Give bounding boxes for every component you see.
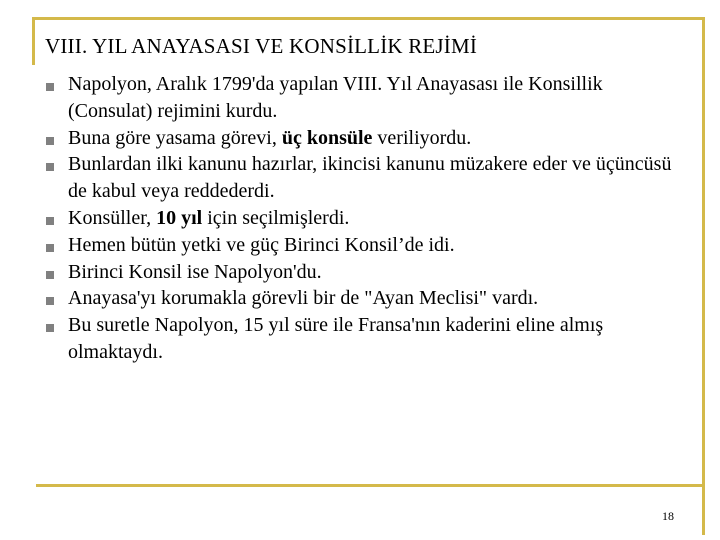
bullet-text xyxy=(68,287,538,309)
bullet-text xyxy=(68,261,322,283)
bullet-item xyxy=(45,259,685,286)
page-number: 18 xyxy=(662,509,674,523)
bullet-text xyxy=(68,234,455,256)
bullet-text-segment: veriliyordu. xyxy=(372,126,472,149)
bullet-item xyxy=(45,285,685,312)
square-bullet-icon xyxy=(46,271,54,279)
bullet-text-segment: Bunlardan ilki kanunu hazırlar, ikincisi kanunu müzakere eder ve üçüncüsü de kabul veya reddederdi. xyxy=(68,153,672,203)
bullet-text xyxy=(68,73,603,122)
bullet-text-segment: Napolyon, Aralık 1799'da yapılan VIII. Yıl Anayasası ile Konsillik (Consulat) rejimini kurdu. xyxy=(68,73,603,122)
bullet-text-segment: Buna göre yasama görevi, xyxy=(68,126,282,149)
bullet-text-segment: Anayasa'yı korumakla görevli bir de "Ayan Meclisi" vardı. xyxy=(68,287,539,310)
square-bullet-icon xyxy=(46,297,54,305)
bullet-list xyxy=(45,71,685,366)
bullet-text xyxy=(68,314,603,363)
bullet-text xyxy=(68,153,671,202)
bullet-item xyxy=(45,232,685,259)
bullet-text-segment: Hemen bütün yetki ve güç Birinci Konsil’de idi. xyxy=(68,233,455,256)
bullet-item xyxy=(45,205,685,232)
square-bullet-icon xyxy=(46,324,54,332)
square-bullet-icon xyxy=(46,217,54,225)
bullet-text xyxy=(68,127,471,149)
square-bullet-icon xyxy=(46,244,54,252)
bullet-item xyxy=(45,125,685,152)
bullet-text xyxy=(68,207,349,229)
frame-right-line xyxy=(702,17,705,535)
frame-bottom-line xyxy=(36,484,705,487)
bullet-item xyxy=(45,312,685,366)
square-bullet-icon xyxy=(46,163,54,171)
bullet-item xyxy=(45,71,685,125)
bullet-text-segment: Konsüller, xyxy=(68,206,157,229)
bullet-text-segment: Birinci Konsil ise Napolyon'du. xyxy=(68,260,322,283)
bullet-text-emphasis: 10 yıl xyxy=(156,206,203,229)
bullet-text-segment: Bu suretle Napolyon, 15 yıl süre ile Fransa'nın kaderini eline almış olmaktaydı. xyxy=(68,314,604,363)
bullet-item xyxy=(45,151,685,205)
slide-title: VIII. YIL ANAYASASI VE KONSİLLİK REJİMİ xyxy=(45,34,478,58)
square-bullet-icon xyxy=(46,137,54,145)
bullet-text-emphasis: üç konsüle xyxy=(281,126,373,149)
frame-top-line xyxy=(32,17,705,20)
square-bullet-icon xyxy=(46,83,54,91)
frame-left-line xyxy=(32,17,35,65)
bullet-text-segment: için seçilmişlerdi. xyxy=(202,206,350,229)
